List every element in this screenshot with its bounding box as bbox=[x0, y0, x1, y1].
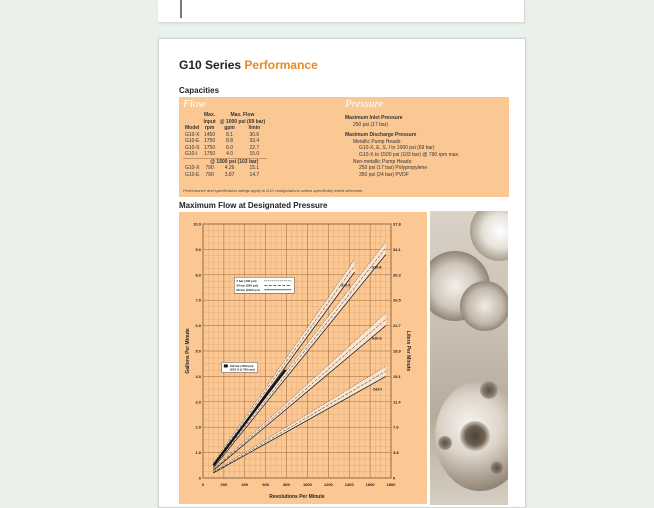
flow-chart bbox=[179, 212, 427, 504]
document-page bbox=[158, 38, 526, 508]
y-tick-label: 9.0 bbox=[195, 246, 201, 252]
col-rpm: rpm bbox=[204, 125, 215, 131]
y2-tick-label: 15.1 bbox=[393, 373, 401, 379]
metallic-line-2: G10-X to 1500 psi (103 bar) @ 790 rpm max. bbox=[359, 151, 460, 158]
metallic-line-1: G10-X, E, S, I to 1000 psi (69 bar) bbox=[359, 145, 435, 152]
col-input: Max. bbox=[204, 112, 216, 118]
nonmetallic-label: Non-metallic Pump Heads: bbox=[353, 158, 413, 165]
table-cell: 14.7 bbox=[249, 171, 260, 178]
table-row bbox=[183, 172, 267, 179]
y-tick-label: 2.0 bbox=[195, 424, 201, 430]
y-tick-label: 10.0 bbox=[193, 221, 201, 227]
y2-tick-label: 3.8 bbox=[393, 450, 399, 456]
chart-title: Maximum Flow at Designated Pressure bbox=[179, 201, 328, 210]
x-tick-label: 1000 bbox=[302, 482, 312, 487]
y-tick-label: 0 bbox=[198, 475, 201, 481]
pressure-info bbox=[345, 115, 459, 178]
legend-label: 69 bar (1000 psi) bbox=[236, 287, 260, 292]
table-cell: 1750 bbox=[204, 151, 216, 157]
inlet-title: Maximum Inlet Pressure bbox=[345, 115, 403, 121]
x-axis-label: Revolutions Per Minute bbox=[269, 494, 325, 500]
table-row bbox=[183, 151, 267, 158]
table-cell: 790 bbox=[205, 165, 214, 171]
title-main: G10 Series bbox=[179, 58, 242, 72]
title-accent: Performance bbox=[244, 58, 318, 72]
col-model: Model bbox=[185, 125, 200, 131]
legend-label: 34 bar (500 psi) bbox=[236, 283, 259, 288]
table-cell: 30.6 bbox=[249, 131, 260, 138]
y-tick-label: 7.0 bbox=[195, 297, 201, 303]
table-cell: 4.26 bbox=[224, 165, 235, 171]
col-input-2: Input bbox=[203, 118, 216, 125]
y2-tick-label: 11.4 bbox=[393, 399, 401, 405]
table-cell: 3.87 bbox=[224, 171, 235, 178]
table-row bbox=[183, 165, 267, 172]
flow-header: Flow bbox=[183, 98, 206, 110]
y-tick-label: 5.0 bbox=[195, 348, 201, 354]
pump-port bbox=[480, 381, 498, 399]
page-title bbox=[179, 58, 318, 72]
y2-tick-label: 34.1 bbox=[393, 246, 401, 252]
inlet-value: 250 psi (17 bar) bbox=[353, 121, 389, 128]
y-tick-label: 8.0 bbox=[195, 272, 201, 278]
y2-tick-label: 18.9 bbox=[393, 348, 401, 354]
section-heading: Capacities bbox=[179, 86, 220, 95]
table-cell: 1750 bbox=[204, 144, 216, 151]
series-label: G10-S bbox=[371, 336, 382, 341]
x-tick-label: 200 bbox=[220, 482, 228, 487]
table-cell: 1750 bbox=[204, 138, 216, 144]
x-tick-label: 1200 bbox=[323, 482, 333, 487]
x-tick-label: 0 bbox=[201, 482, 205, 487]
table-cell: 790 bbox=[205, 171, 214, 178]
table-cell: 15.0 bbox=[249, 151, 260, 157]
table-cell: G10-X bbox=[185, 165, 200, 171]
legend-label: (G10-X @ 790 rpm) bbox=[229, 367, 255, 372]
table-cell: 4.0 bbox=[226, 151, 234, 157]
pump-port bbox=[438, 436, 452, 450]
col-flow-sub: @ 1000 psi (69 bar) bbox=[219, 118, 266, 125]
y-tick-label: 4.0 bbox=[195, 373, 201, 379]
pump-port bbox=[490, 461, 504, 475]
y-axis-label: Gallons Per Minute bbox=[185, 328, 191, 374]
y-tick-label: 6.0 bbox=[195, 323, 201, 329]
flow-table bbox=[183, 112, 267, 178]
metallic-label: Metallic Pump Heads: bbox=[353, 138, 402, 145]
y2-tick-label: 7.6 bbox=[393, 424, 399, 430]
y2-tick-label: 37.8 bbox=[393, 221, 401, 227]
table-cell: G10-I bbox=[185, 151, 198, 157]
legend-label: 7 bar (100 psi) bbox=[236, 278, 257, 283]
nonmetallic-line-1: 250 psi (17 bar) Polypropylene bbox=[359, 165, 428, 172]
x-tick-label: 1800 bbox=[386, 482, 396, 487]
previous-page-edge bbox=[158, 0, 525, 23]
x-tick-label: 600 bbox=[262, 482, 270, 487]
col-gpm: gpm bbox=[224, 125, 235, 131]
discharge-title: Maximum Discharge Pressure bbox=[345, 132, 417, 139]
series-label: G10-E bbox=[371, 265, 382, 270]
page-divider bbox=[180, 0, 182, 18]
pump-port bbox=[460, 421, 490, 451]
sub-header-1500: @ 1500 psi (103 bar) bbox=[201, 158, 267, 165]
table-cell: 33.4 bbox=[249, 138, 260, 144]
y2-axis-label: Liters Per Minute bbox=[405, 330, 411, 372]
table-cell: G10-X bbox=[185, 131, 200, 138]
y-tick-label: 1.0 bbox=[195, 450, 201, 456]
series-label: G10-I bbox=[373, 387, 382, 392]
y2-tick-label: 30.3 bbox=[393, 272, 401, 278]
legend-label: 103 bar (1500 psi) bbox=[229, 363, 254, 368]
table-cell: 15.1 bbox=[249, 165, 260, 171]
col-lmin: l/min bbox=[248, 125, 261, 131]
table-cell: 6.0 bbox=[226, 144, 234, 151]
y2-tick-label: 0 bbox=[393, 475, 396, 481]
series-label: G10-X bbox=[340, 283, 351, 288]
legend-swatch-1500 bbox=[224, 364, 228, 367]
chart-panel bbox=[179, 212, 427, 504]
table-cell: 1450 bbox=[204, 131, 216, 138]
table-cell: 8.1 bbox=[226, 131, 234, 138]
x-tick-label: 400 bbox=[241, 482, 249, 487]
table-cell: 22.7 bbox=[249, 144, 260, 151]
y2-tick-label: 22.7 bbox=[393, 323, 401, 329]
col-flow: Max. Flow bbox=[230, 112, 255, 118]
pressure-header: Pressure bbox=[345, 98, 384, 110]
x-tick-label: 1600 bbox=[365, 482, 375, 487]
spec-note: Performance and specification ratings apply to G10 configurations unless specifically noted otherwise. bbox=[183, 188, 364, 193]
specs-panel bbox=[179, 97, 509, 197]
y2-tick-label: 26.5 bbox=[393, 297, 401, 303]
table-cell: G10-E bbox=[185, 138, 200, 144]
table-cell: G10-E bbox=[185, 171, 200, 178]
pump-photo bbox=[430, 211, 508, 505]
pump-head-part bbox=[470, 211, 508, 261]
y-tick-label: 3.0 bbox=[195, 399, 201, 405]
pump-head-part bbox=[460, 281, 508, 331]
table-cell: 8.8 bbox=[226, 138, 234, 144]
table-cell: G10-S bbox=[185, 144, 200, 151]
nonmetallic-line-2: 350 psi (24 bar) PVDF bbox=[359, 171, 409, 178]
x-tick-label: 800 bbox=[283, 482, 290, 487]
x-tick-label: 1400 bbox=[344, 482, 354, 487]
